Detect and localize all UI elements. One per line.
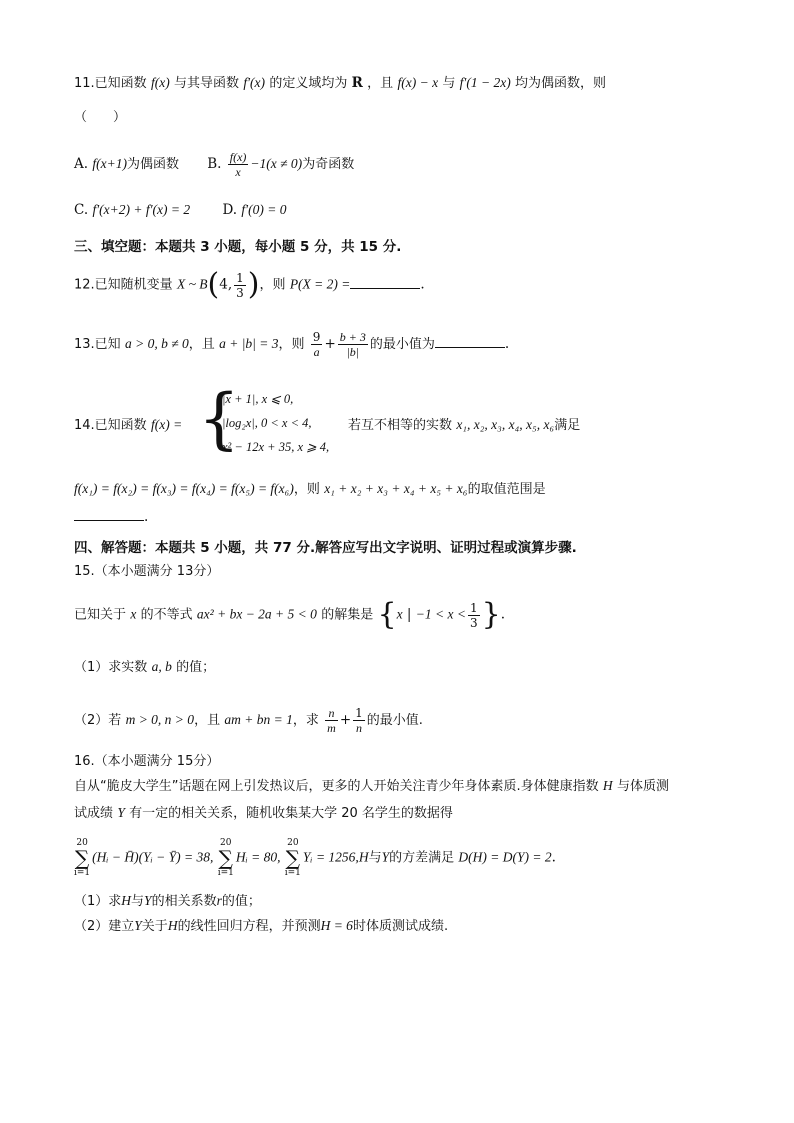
answer-blank (350, 276, 420, 289)
q14-stem-a: 14.已知函数 f(x) = (74, 417, 183, 433)
q15-header: 15.（本小题满分 13分） (74, 564, 220, 579)
option-a: A. f(x+1)为偶函数 (74, 156, 179, 172)
q15-stem: 已知关于 x 的不等式 ax² + bx − 2a + 5 < 0 的解集是 {x | −1 < x < $\frac{1}{3}$ }. (74, 597, 505, 632)
option-b: B. $\frac{f(x)}{x}$ −1(x ≠ 0)为奇函数 (207, 150, 355, 179)
q11-options-cd (74, 202, 286, 218)
q16-line1: 自从“脆皮大学生”话题在网上引发热议后，更多的人开始关注青少年身体素质.身体健康指数 H 与体质测 (74, 778, 669, 794)
sum-symbol: 20 ∑ i=1 (217, 838, 234, 878)
q16-header: 16.（本小题满分 15分） (74, 754, 220, 769)
q11-answer-paren: （ ） (74, 110, 127, 125)
q14-stem-b: 若互不相等的实数 x₁, x₂, x₃, x₄, x₅, x₆满足 (348, 417, 581, 433)
q12: 12.已知随机变量 X ~ B(4, $\frac{1}{3}$ )，则 P(X = 2) = . (74, 267, 425, 302)
q14-answer: . (74, 508, 148, 525)
q15-part2: （2）若 m > 0, n > 0，且 am + bn = 1，求 $\frac{n}{m}$ + $\frac{1}{n}$ 的最小值. (74, 706, 423, 735)
sum-symbol: 20 ∑ i=1 (74, 838, 91, 878)
q16-line2: 试成绩 Y 有一定的相关关系，随机收集某大学 20 名学生的数据得 (74, 805, 453, 821)
q16-part2: （2）建立Y关于H的线性回归方程，并预测H = 6时体质测试成绩. (74, 918, 449, 934)
q15-part1: （1）求实数 a, b 的值； (74, 659, 216, 675)
q14-stem-c: f(x₁) = f(x₂) = f(x₃) = f(x₄) = f(x₅) = f(x₆)，则 x₁ + x₂ + x₃ + x₄ + x₅ + x₆的取值范围是 (74, 481, 546, 497)
piecewise-cases: |x + 1|, x ⩽ 0, |log₂x|, 0 < x < 4, x² − 12x + 35, x ⩾ 4, (222, 392, 330, 454)
q11-stem: 11.已知函数 f(x) 与其导函数 f′(x) 的定义域均为 R ，且 f(x) − x 与 f′(1 − 2x) 均为偶函数，则 (74, 75, 607, 91)
q16-data: 20 ∑ i=1(Hᵢ − H̄)(Yᵢ − Ȳ) = 38, 20 ∑ i=1Hᵢ = 80, 20 ∑ i=1Yᵢ = 1256,H与Y的方差满足 D(H) = D(Y) = 2. (74, 838, 556, 878)
answer-blank (435, 335, 505, 348)
q16-part1: （1）求H与Y的相关系数r的值； (74, 893, 261, 909)
piecewise-brace: { (198, 380, 240, 457)
option-d: D. f′(0) = 0 (222, 202, 287, 218)
answer-blank (74, 508, 144, 521)
q11-options-ab (74, 150, 354, 179)
section-4-heading: 四、解答题：本题共 5 小题，共 77 分.解答应写出文字说明、证明过程或演算步骤. (74, 540, 577, 556)
option-c: C. f′(x+2) + f′(x) = 2 (74, 202, 191, 218)
sum-symbol: 20 ∑ i=1 (284, 838, 301, 878)
q13: 13.已知 a > 0, b ≠ 0，且 a + |b| = 3，则 $\frac{9}{a}$ + $\frac{b + 3}{|b|}$ 的最小值为 . (74, 330, 510, 359)
section-3-heading: 三、填空题：本题共 3 小题，每小题 5 分，共 15 分. (74, 239, 402, 255)
